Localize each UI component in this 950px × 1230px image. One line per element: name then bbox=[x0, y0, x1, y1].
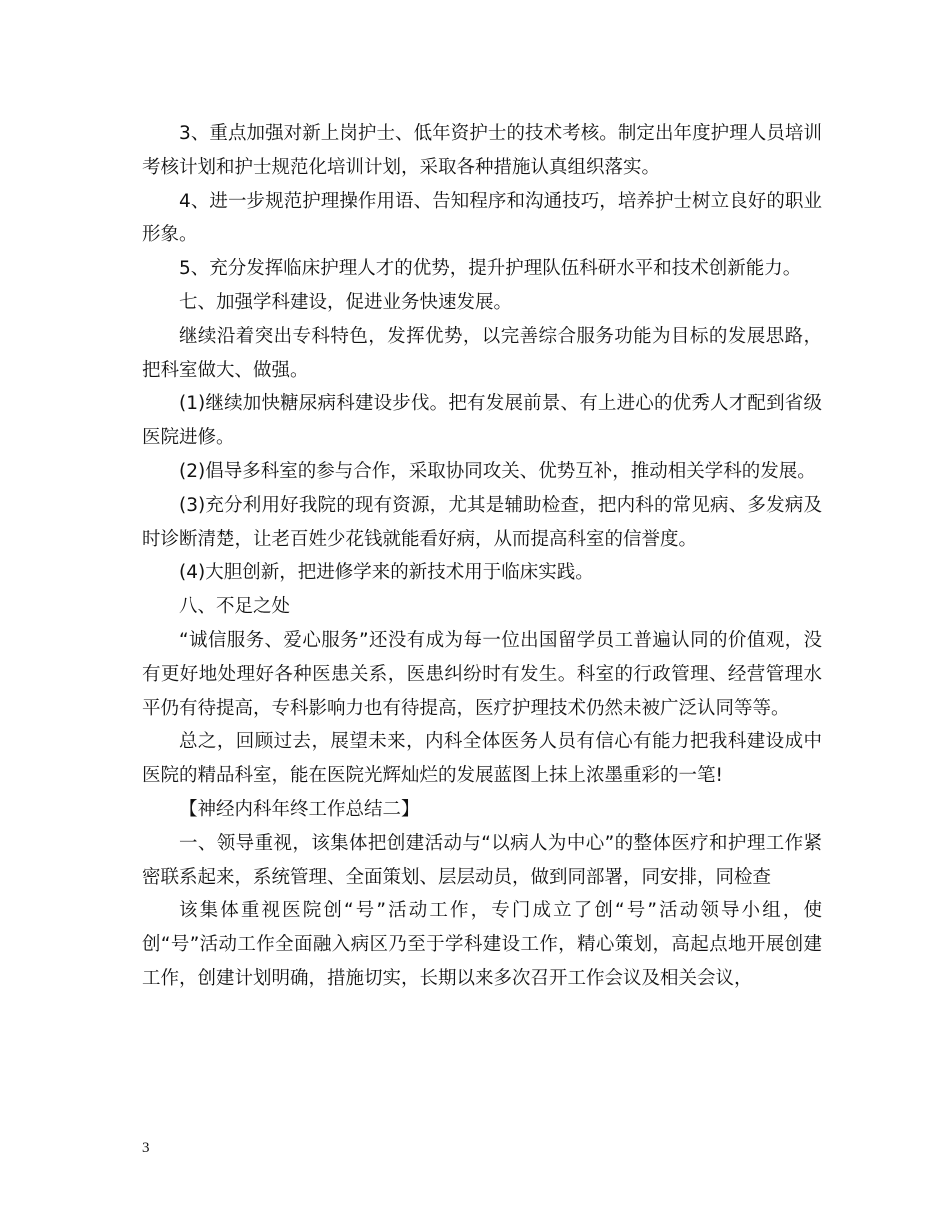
paragraph-communication-norms: 4、进一步规范护理操作用语、告知程序和沟通技巧，培养护士树立良好的职业形象。 bbox=[142, 190, 822, 246]
paragraph-training-assessment: 3、重点加强对新上岗护士、低年资护士的技术考核。制定出年度护理人员培训考核计划和护士规范化培训计划，采取各种措施认真组织落实。 bbox=[142, 123, 822, 178]
document-body bbox=[142, 117, 822, 996]
paragraph-item-4: (4)大胆创新，把进修学来的新技术用于临床实践。 bbox=[179, 562, 594, 584]
paragraph-conclusion: 总之，回顾过去，展望未来，内科全体医务人员有信心有能力把我科建设成中医院的精品科室，能在医院光辉灿烂的发展蓝图上抹上浓墨重彩的一笔! bbox=[142, 731, 822, 787]
paragraph-shortcomings: “诚信服务、爱心服务”还没有成为每一位出国留学员工普遍认同的价值观，没有更好地处理好各种医患关系，医患纠纷时有发生。科室的行政管理、经营管理水平仍有待提高，专科影响力也有待提高，医疗护理技术仍然未被广泛认同等等。 bbox=[142, 629, 822, 719]
paragraph-leadership: 一、领导重视，该集体把创建活动与“以病人为中心”的整体医疗和护理工作紧密联系起来，系统管理、全面策划、层层动员，做到同部署，同安排，同检查 bbox=[142, 832, 822, 888]
section-heading-summary-two: 【神经内科年终工作总结二】 bbox=[179, 798, 420, 820]
paragraph-item-1: (1)继续加快糖尿病科建设步伐。把有发展前景、有上进心的优秀人才配到省级医院进修。 bbox=[142, 393, 822, 449]
paragraph-research-innovation: 5、充分发挥临床护理人才的优势，提升护理队伍科研水平和技术创新能力。 bbox=[179, 258, 802, 280]
paragraph-development-strategy: 继续沿着突出专科特色，发挥优势，以完善综合服务功能为目标的发展思路，把科室做大、做强。 bbox=[142, 325, 822, 381]
paragraph-item-3: (3)充分利用好我院的现有资源，尤其是辅助检查，把内科的常见病、多发病及时诊断清楚，让老百姓少花钱就能看好病，从而提高科室的信誉度。 bbox=[142, 494, 822, 550]
paragraph-item-2: (2)倡导多科室的参与合作，采取协同攻关、优势互补，推动相关学科的发展。 bbox=[179, 460, 816, 482]
section-heading-shortcomings: 八、不足之处 bbox=[179, 596, 291, 618]
page-number: 3 bbox=[142, 1140, 150, 1156]
section-heading-discipline-building: 七、加强学科建设，促进业务快速发展。 bbox=[179, 291, 513, 313]
paragraph-campaign-work: 该集体重视医院创“号”活动工作，专门成立了创“号”活动领导小组，使创“号”活动工作全面融入病区乃至于学科建设工作，精心策划，高起点地开展创建工作，创建计划明确，措施切实，长期以来多次召开工作会议及相关会议， bbox=[142, 900, 822, 989]
